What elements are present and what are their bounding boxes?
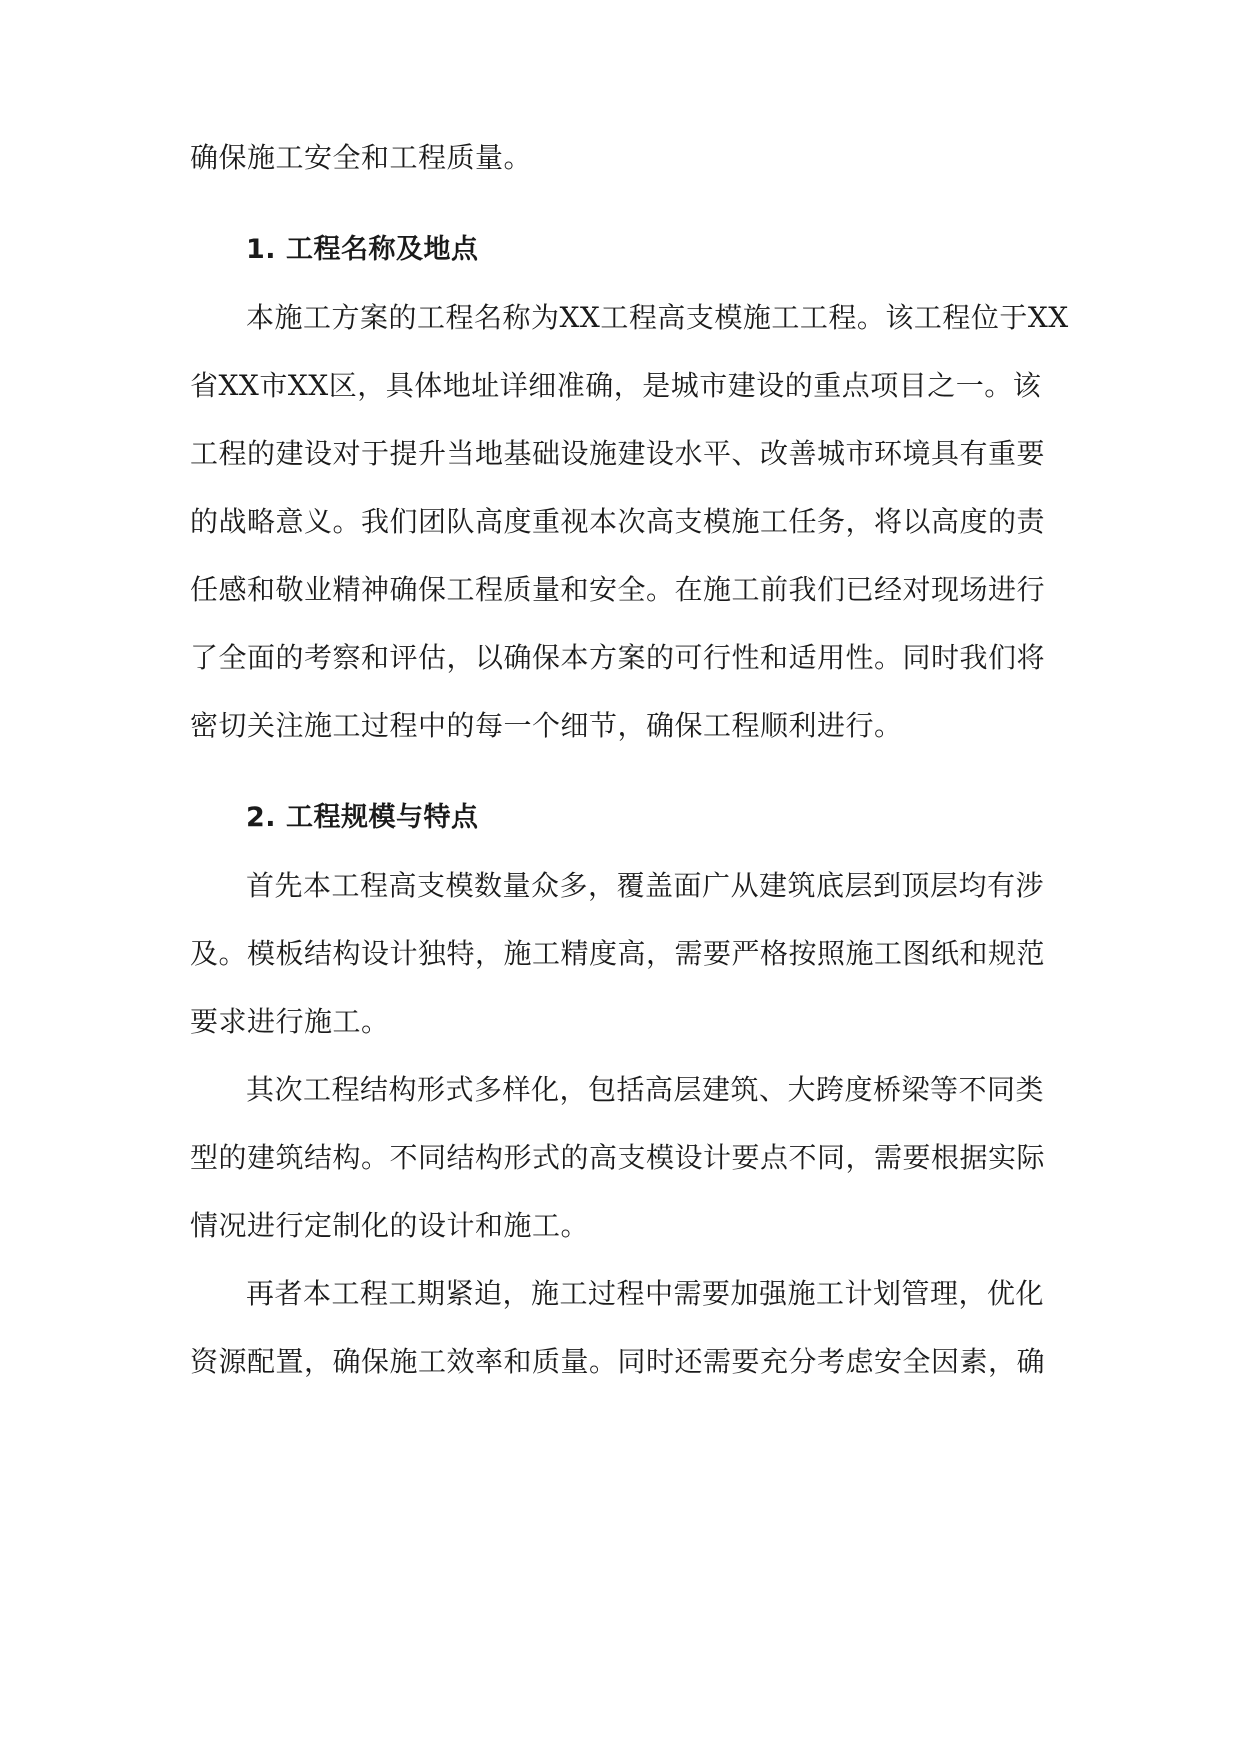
paragraph-line: 要求进行施工。 <box>190 1005 390 1038</box>
paragraph-line: 确保施工安全和工程质量。 <box>190 141 533 174</box>
paragraph-line: 首先本工程高支模数量众多，覆盖面广从建筑底层到顶层均有涉 <box>246 869 1045 902</box>
paragraph-line: 及。模板结构设计独特，施工精度高，需要严格按照施工图纸和规范 <box>190 937 1046 970</box>
paragraph-line: 省XX市XX区，具体地址详细准确，是城市建设的重点项目之一。该 <box>190 369 1042 402</box>
paragraph-line: 型的建筑结构。不同结构形式的高支模设计要点不同，需要根据实际 <box>190 1141 1046 1174</box>
paragraph-line: 其次工程结构形式多样化，包括高层建筑、大跨度桥梁等不同类 <box>246 1073 1045 1106</box>
paragraph-line: 情况进行定制化的设计和施工。 <box>190 1209 590 1242</box>
paragraph-line: 密切关注施工过程中的每一个细节，确保工程顺利进行。 <box>190 709 903 742</box>
paragraph-line: 本施工方案的工程名称为XX工程高支模施工工程。该工程位于XX <box>246 301 1069 334</box>
paragraph-line: 了全面的考察和评估，以确保本方案的可行性和适用性。同时我们将 <box>190 641 1046 674</box>
paragraph-line: 资源配置，确保施工效率和质量。同时还需要充分考虑安全因素，确 <box>190 1345 1046 1378</box>
paragraph-line: 任感和敬业精神确保工程质量和安全。在施工前我们已经对现场进行 <box>190 573 1046 606</box>
paragraph-line: 的战略意义。我们团队高度重视本次高支模施工任务，将以高度的责 <box>190 505 1046 538</box>
section-heading-2: 2. 工程规模与特点 <box>246 802 479 833</box>
paragraph-line: 再者本工程工期紧迫，施工过程中需要加强施工计划管理，优化 <box>246 1277 1045 1310</box>
section-heading-1: 1. 工程名称及地点 <box>246 234 479 265</box>
paragraph-line: 工程的建设对于提升当地基础设施建设水平、改善城市环境具有重要 <box>190 437 1046 470</box>
